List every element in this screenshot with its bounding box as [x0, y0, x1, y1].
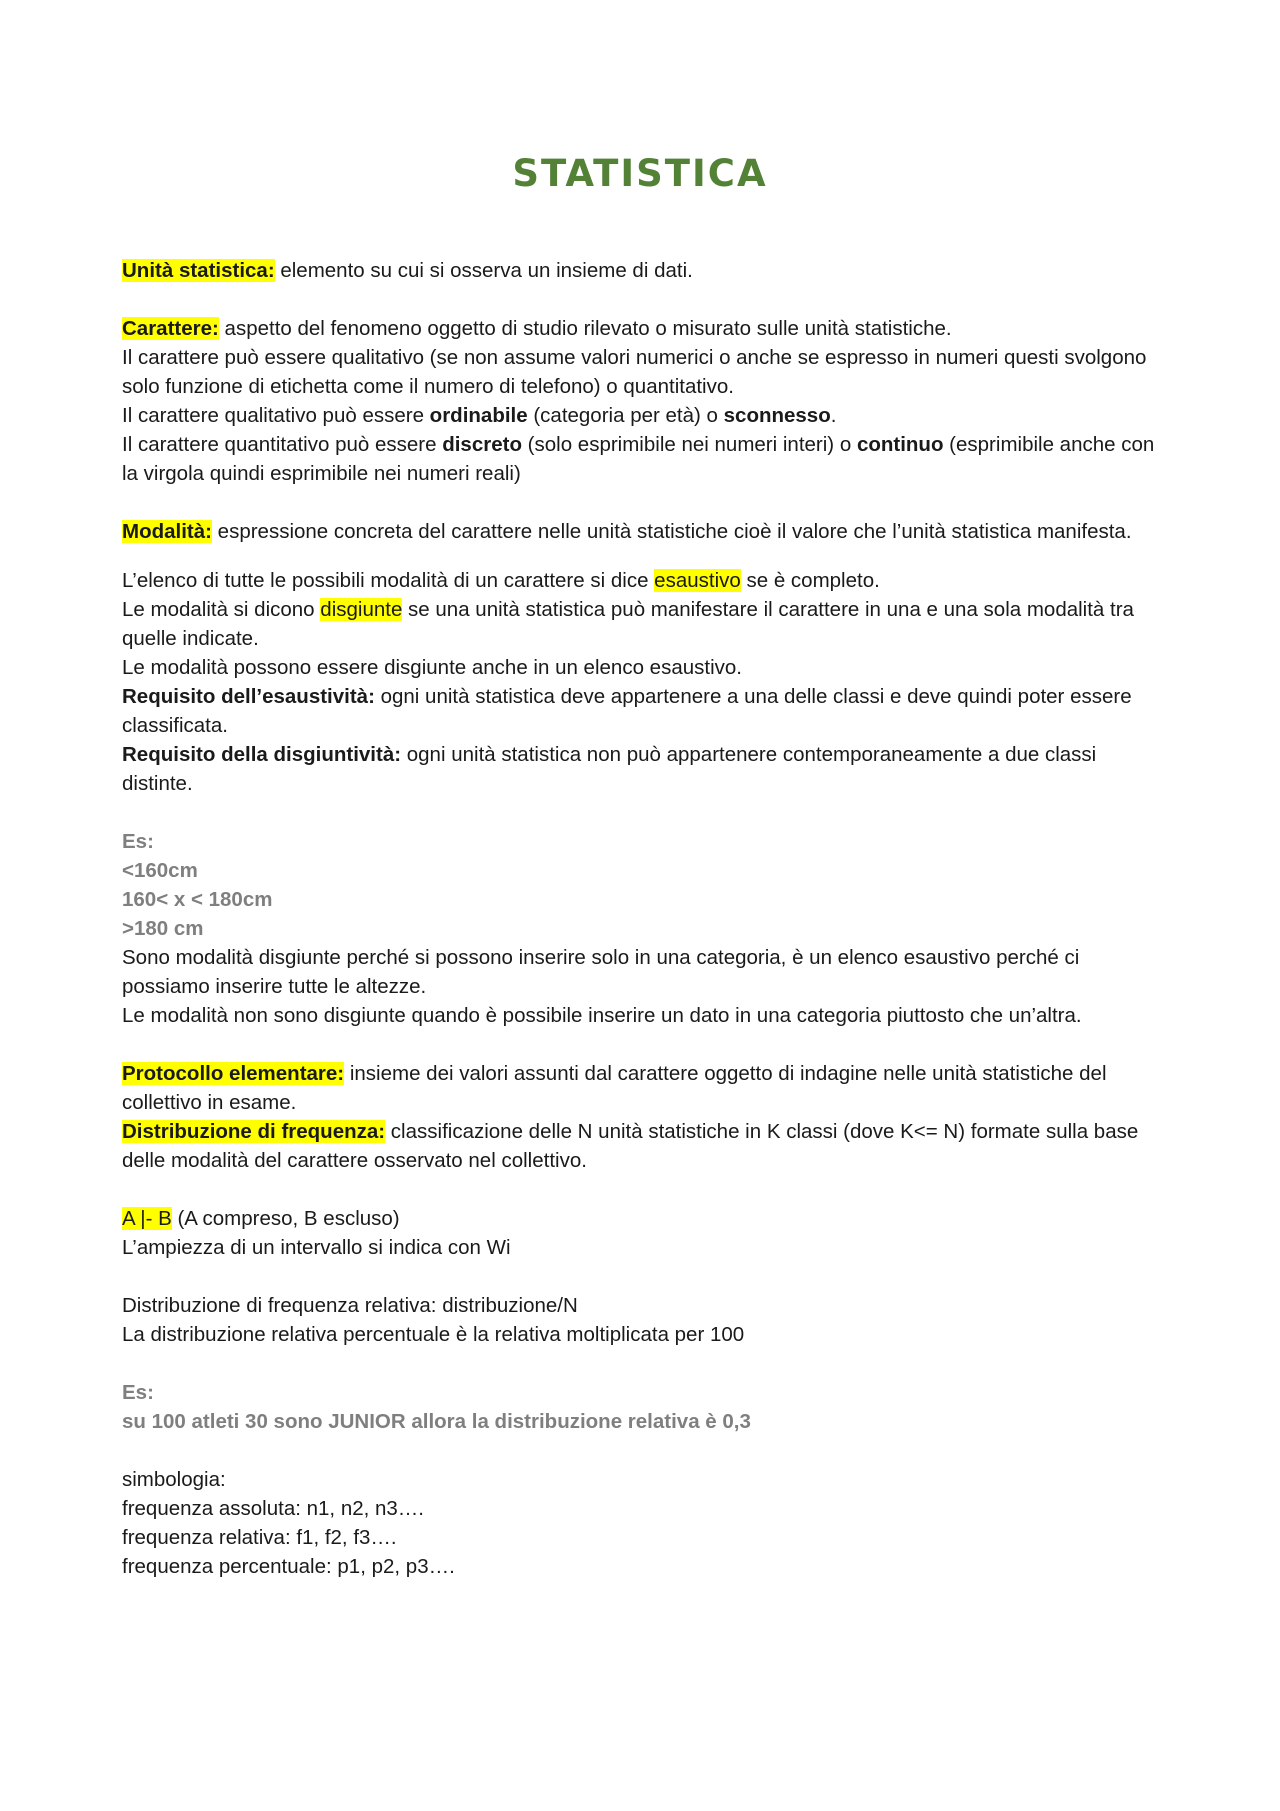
disgiunte-line: Le modalità si dicono disgiunte se una unità statistica può manifestare il carattere in una e una sola modalità tra quelle indicate. [122, 598, 1134, 650]
sconnesso-term: sconnesso [723, 404, 831, 427]
example1-item: 160< x < 180cm [122, 888, 273, 911]
discreto-term: discreto [442, 433, 522, 456]
distribuzione-paragraph: Distribuzione di frequenza: classificazione delle N unità statistiche in K classi (dove K<= N) formate sulla base delle modalità del carattere osservato nel collettivo. [122, 1120, 1139, 1172]
modalita-text: espressione concreta del carattere nelle unità statistiche cioè il valore che l’unità statistica manifesta. [211, 520, 1132, 543]
carattere-quantitativo: Il carattere quantitativo può essere discreto (solo esprimibile nei numeri interi) o continuo (esprimibile anche con la virgola quindi esprimibile nei numeri reali) [122, 433, 1155, 485]
example1-explain: Le modalità non sono disgiunte quando è possibile inserire un dato in una categoria piuttosto che un’altra. [122, 1004, 1082, 1027]
simbologia-item: frequenza percentuale: p1, p2, p3…. [122, 1555, 455, 1578]
unita-text: elemento su cui si osserva un insieme di dati. [274, 259, 693, 282]
example2-label: Es: [122, 1381, 154, 1404]
carattere-term: Carattere: [122, 317, 219, 340]
simbologia-item: frequenza assoluta: n1, n2, n3…. [122, 1497, 425, 1520]
percentuale-line: La distribuzione relativa percentuale è la relativa moltiplicata per 100 [122, 1323, 745, 1346]
example1-explain: Sono modalità disgiunte perché si possono inserire solo in una categoria, è un elenco esaustivo perché ci possiamo inserire tutte le altezze. [122, 946, 1080, 998]
unita-term: Unità statistica: [122, 259, 275, 282]
carattere-qualitativo: Il carattere qualitativo può essere ordinabile (categoria per età) o sconnesso. [122, 404, 837, 427]
modalita-paragraph [122, 517, 1162, 546]
example2-text: su 100 atleti 30 sono JUNIOR allora la distribuzione relativa è 0,3 [122, 1410, 751, 1433]
document-body [122, 256, 1162, 1581]
esaustivo-highlight: esaustivo [654, 569, 741, 592]
ampiezza-line: L’ampiezza di un intervallo si indica con Wi [122, 1236, 511, 1259]
carattere-paragraph [122, 314, 1162, 343]
modalita-term: Modalità: [122, 520, 212, 543]
example1-label: Es: [122, 830, 154, 853]
protocollo-term: Protocollo elementare: [122, 1062, 345, 1085]
carattere-line: Il carattere può essere qualitativo (se non assume valori numerici o anche se espresso in numeri questi svolgono solo funzione di etichetta come il numero di telefono) o quantitativo. [122, 346, 1147, 398]
disgiunte-esaustivo-line: Le modalità possono essere disgiunte anche in un elenco esaustivo. [122, 656, 742, 679]
carattere-text: aspetto del fenomeno oggetto di studio rilevato o misurato sulle unità statistiche. [218, 317, 952, 340]
distribuzione-term: Distribuzione di frequenza: [122, 1120, 386, 1143]
requisito-esaustivita: Requisito dell’esaustività: ogni unità statistica deve appartenere a una delle classi e deve quindi poter essere classificata. [122, 685, 1132, 737]
page-title: STATISTICA [512, 152, 768, 195]
relativa-line: Distribuzione di frequenza relativa: distribuzione/N [122, 1294, 578, 1317]
protocollo-paragraph: Protocollo elementare: insieme dei valori assunti dal carattere oggetto di indagine nelle unità statistiche del collettivo in esame. [122, 1062, 1107, 1114]
esaustivo-line: L’elenco di tutte le possibili modalità di un carattere si dice esaustivo se è completo. [122, 569, 880, 592]
disgiunte-highlight: disgiunte [320, 598, 403, 621]
intervallo-line: A |- B (A compreso, B escluso) [122, 1207, 400, 1230]
intervallo-term: A |- B [122, 1207, 172, 1230]
simbologia-label: simbologia: [122, 1468, 226, 1491]
simbologia-item: frequenza relativa: f1, f2, f3…. [122, 1526, 397, 1549]
continuo-term: continuo [856, 433, 944, 456]
ordinabile-term: ordinabile [429, 404, 528, 427]
example1-item: >180 cm [122, 917, 204, 940]
unita-paragraph [122, 256, 1162, 285]
example1-item: <160cm [122, 859, 198, 882]
requisito-disgiuntivita: Requisito della disgiuntività: ogni unità statistica non può appartenere contemporaneamente a due classi distinte. [122, 743, 1097, 795]
